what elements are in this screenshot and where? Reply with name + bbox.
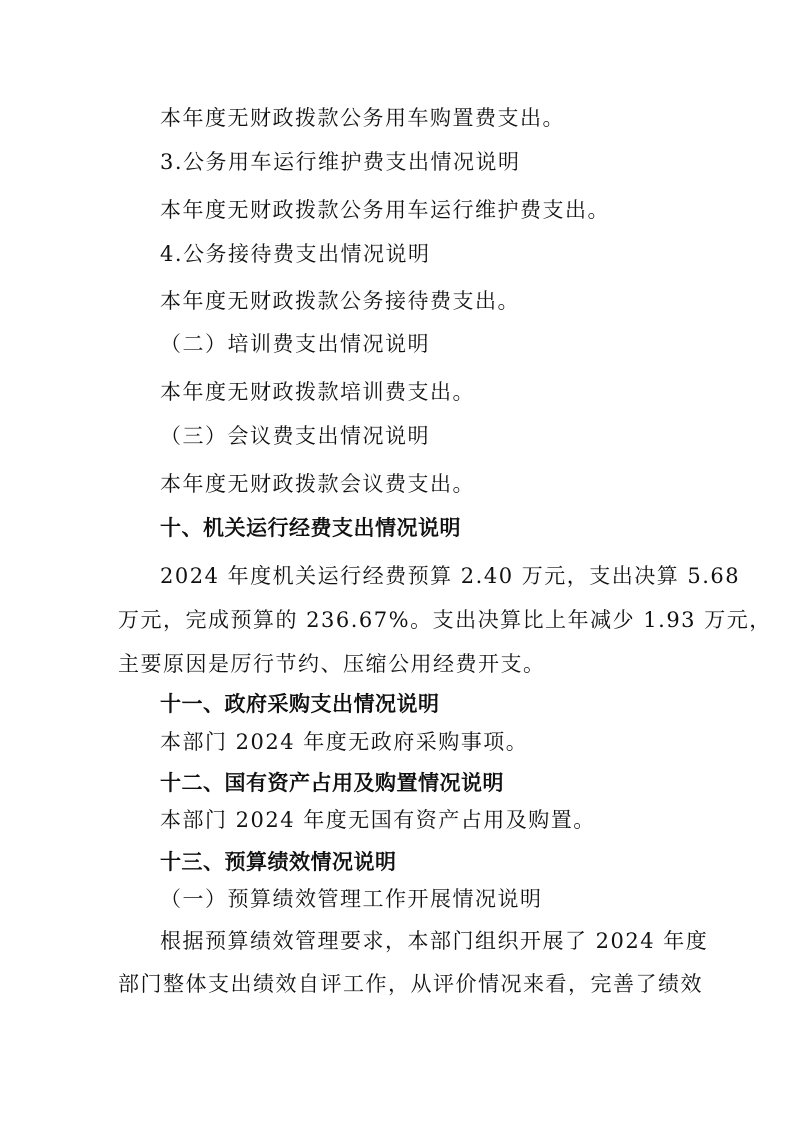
- subsection-heading: （三）会议费支出情况说明: [160, 424, 430, 448]
- section-heading: 十二、国有资产占用及购置情况说明: [160, 771, 504, 795]
- paragraph-text: 本年度无财政拨款培训费支出。: [160, 380, 475, 404]
- subsection-heading: （一）预算绩效管理工作开展情况说明: [160, 887, 543, 911]
- paragraph-text: 本年度无财政拨款公务用车购置费支出。: [160, 106, 565, 130]
- section-heading: 十、机关运行经费支出情况说明: [160, 516, 461, 540]
- paragraph-text: 本年度无财政拨款公务用车运行维护费支出。: [160, 198, 610, 222]
- paragraph-text: 部门整体支出绩效自评工作，从评价情况来看，完善了绩效: [118, 972, 703, 996]
- paragraph-text: 本年度无财政拨款会议费支出。: [160, 472, 475, 496]
- subsection-heading: 3.公务用车运行维护费支出情况说明: [160, 150, 521, 174]
- section-heading: 十三、预算绩效情况说明: [160, 850, 397, 874]
- paragraph-text: 本年度无财政拨款公务接待费支出。: [160, 289, 520, 313]
- subsection-heading: 4.公务接待费支出情况说明: [160, 242, 431, 266]
- paragraph-text: 本部门 2024 年度无国有资产占用及购置。: [160, 808, 596, 832]
- paragraph-text: 根据预算绩效管理要求，本部门组织开展了 2024 年度: [160, 929, 709, 953]
- paragraph-text: 本部门 2024 年度无政府采购事项。: [160, 730, 529, 754]
- section-heading: 十一、政府采购支出情况说明: [160, 692, 440, 716]
- subsection-heading: （二）培训费支出情况说明: [160, 332, 430, 356]
- paragraph-text: 主要原因是厉行节约、压缩公用经费开支。: [118, 652, 546, 676]
- paragraph-text: 万元，完成预算的 236.67%。支出决算比上年减少 1.93 万元，: [118, 608, 772, 632]
- paragraph-text: 2024 年度机关运行经费预算 2.40 万元，支出决算 5.68: [160, 564, 741, 588]
